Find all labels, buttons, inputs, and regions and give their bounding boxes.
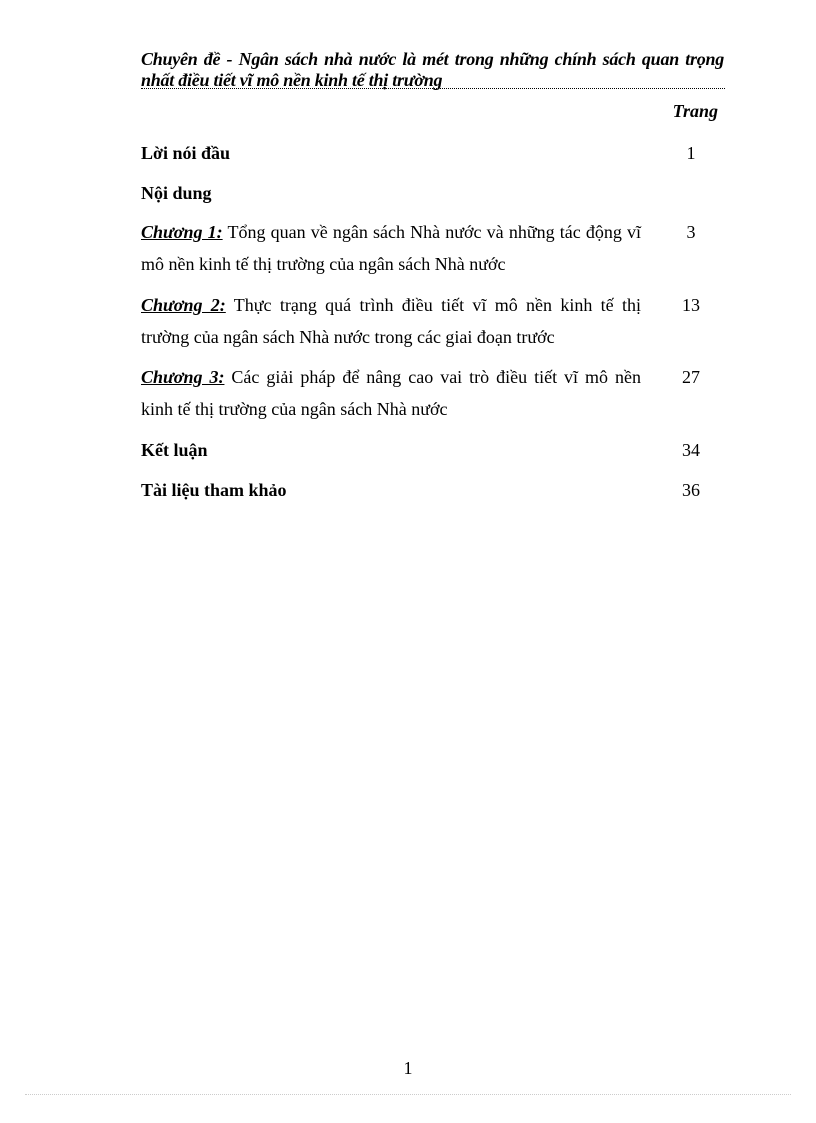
toc-entry-page: 3 (686, 222, 696, 242)
toc-entry-page: 13 (682, 295, 700, 315)
header-divider (141, 88, 725, 89)
page-column-label: Trang (672, 101, 718, 121)
toc-entry-page: 1 (686, 143, 696, 163)
chapter-title: Tổng quan về ngân sách Nhà nước và những tác động vĩ mô nền kinh tế thị trường của ngân sách Nhà nước (141, 222, 641, 274)
toc-entry-title: Kết luận (141, 440, 208, 460)
toc-entry-references (141, 474, 725, 506)
page-number: 1 (403, 1058, 413, 1078)
toc-entry-title: Lời nói đầu (141, 143, 231, 163)
page-bottom-divider (25, 1094, 791, 1095)
toc-entry-chapter-3 (141, 361, 725, 425)
toc-entry-chapter-1 (141, 216, 725, 280)
toc-entry-page: 36 (682, 480, 700, 500)
chapter-title: Thực trạng quá trình điều tiết vĩ mô nền kinh tế thị trường của ngân sách Nhà nước trong các giai đoạn trước (141, 295, 641, 347)
chapter-label: Chương 3: (141, 367, 225, 387)
chapter-title: Các giải pháp để nâng cao vai trò điều tiết vĩ mô nền kinh tế thị trường của ngân sách Nhà nước (141, 367, 642, 419)
toc-entry-title: Nội dung (141, 183, 212, 203)
toc-entry-page: 27 (682, 367, 700, 387)
toc-entry-preface (141, 137, 725, 169)
toc-entry-page: 34 (682, 440, 700, 460)
chapter-label: Chương 1: (141, 222, 223, 242)
toc-entry-conclusion (141, 434, 725, 466)
toc-entry-content (141, 177, 725, 209)
document-header-title: Chuyên đề - Ngân sách nhà nước là mét trong những chính sách quan trọng nhất điều tiết vĩ mô nền kinh tế thị trường (141, 49, 724, 90)
chapter-label: Chương 2: (141, 295, 226, 315)
toc-entry-chapter-2 (141, 289, 725, 353)
toc-entry-title: Tài liệu tham khảo (141, 480, 287, 500)
